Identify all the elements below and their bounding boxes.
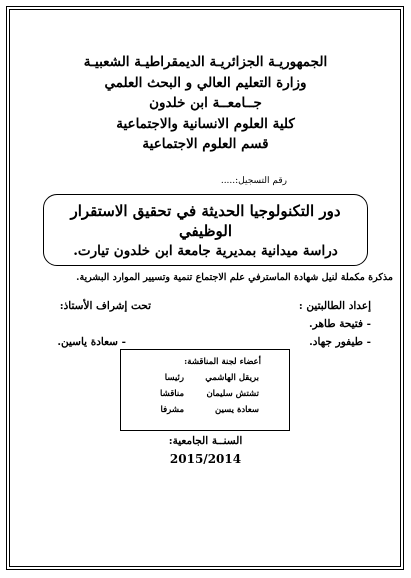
committee-member-role: رئيسا bbox=[164, 373, 184, 383]
registration-number: رقم التسجيل:..... bbox=[220, 176, 287, 186]
thesis-subtitle: دراسة ميدانية بمديرية جامعة ابن خلدون تيارت. bbox=[73, 243, 338, 259]
academic-year-value: 2015/2014 bbox=[169, 452, 242, 466]
committee-box bbox=[120, 349, 290, 431]
institution-header bbox=[0, 52, 411, 155]
supervisor-name: - سعادة ياسين. bbox=[57, 336, 126, 348]
thesis-title-line-1: دور التكنولوجيا الحديثة في تحقيق الاستقرار bbox=[70, 202, 341, 220]
committee-member-name: سعادة يسين bbox=[215, 405, 259, 415]
students-label: إعداد الطالبتين : bbox=[298, 300, 371, 312]
thesis-title-box bbox=[43, 194, 368, 266]
committee-title: أعضاء لجنة المناقشة: bbox=[184, 357, 261, 367]
committee-member-role: مناقشا bbox=[160, 389, 184, 399]
supervisor-label: تحت إشراف الأستاذ: bbox=[59, 300, 151, 312]
ministry-name: وزارة التعليم العالي و البحث العلمي bbox=[104, 74, 307, 91]
committee-member-name: بريقل الهاشمي bbox=[205, 373, 259, 383]
thesis-title-line-2: الوظيفي bbox=[178, 222, 233, 240]
student-name-2: - طيفور جهاد. bbox=[309, 336, 371, 348]
academic-year-label: السنــة الجامعية: bbox=[168, 435, 243, 447]
memo-note: مذكرة مكملة لنيل شهادة الماسترفي علم الاجتماع تنمية وتسيير الموارد البشرية. bbox=[76, 272, 393, 283]
republic-name: الجمهوريـة الجزائريـة الديمقراطيـة الشعبيـة bbox=[83, 54, 328, 70]
university-name: جــامعــة ابن خلدون bbox=[149, 95, 262, 111]
department-name: قسم العلوم الاجتماعية bbox=[142, 136, 269, 152]
faculty-name: كلية العلوم الانسانية والاجتماعية bbox=[116, 115, 295, 132]
student-name-1: - فتيحة طاهر. bbox=[309, 318, 371, 330]
committee-member-name: تشتش سليمان bbox=[206, 389, 259, 399]
committee-member-role: مشرفا bbox=[160, 405, 184, 415]
